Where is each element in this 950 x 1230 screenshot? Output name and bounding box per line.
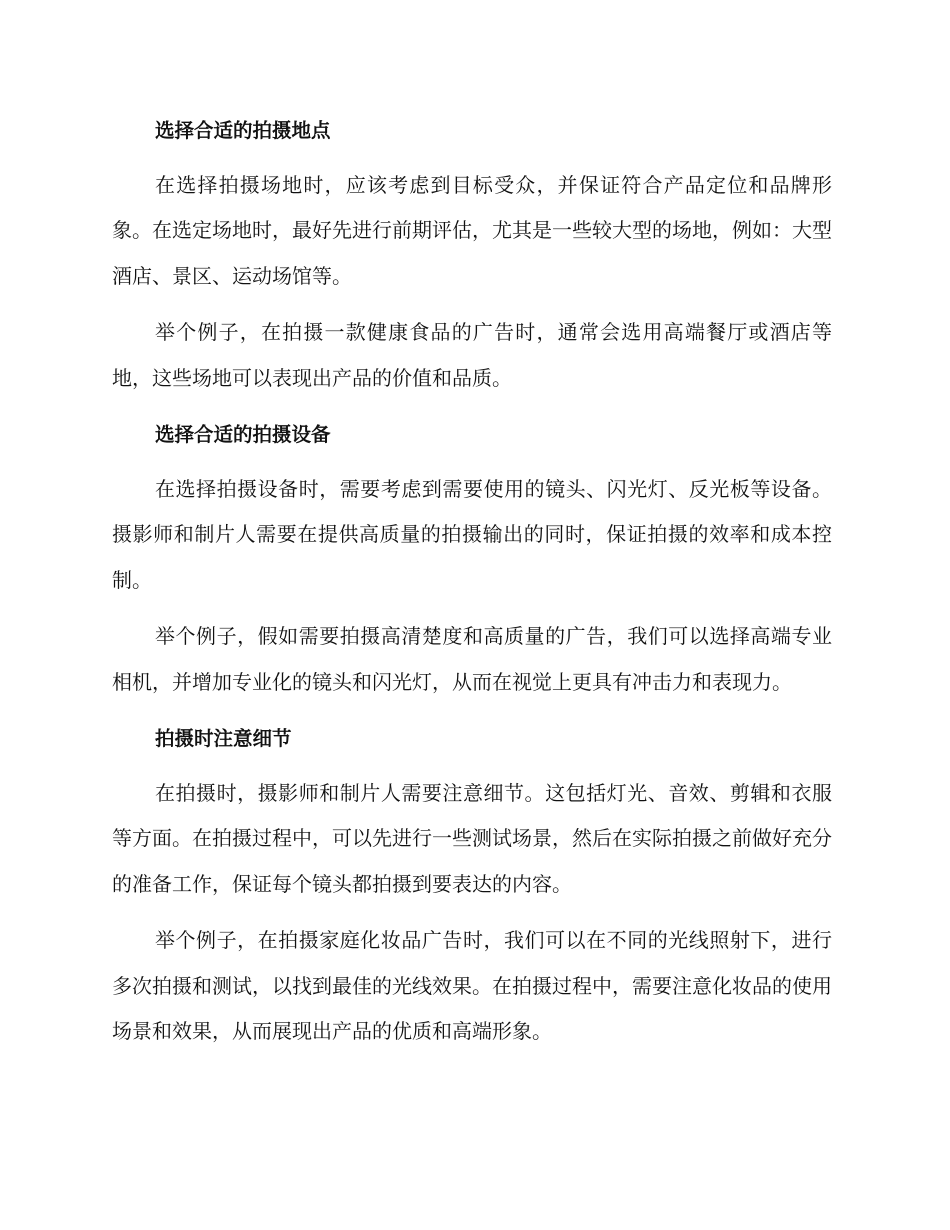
paragraph: 举个例子，在拍摄家庭化妆品广告时，我们可以在不同的光线照射下，进行多次拍摄和测试，以找到最佳的光线效果。在拍摄过程中，需要注意化妆品的使用场景和效果，从而展现出产品的优质和高端形象。 (112, 928, 832, 1043)
section-shooting-details (112, 716, 832, 1055)
paragraph: 在拍摄时，摄影师和制片人需要注意细节。这包括灯光、音效、剪辑和衣服等方面。在拍摄过程中，可以先进行一些测试场景，然后在实际拍摄之前做好充分的准备工作，保证每个镜头都拍摄到要表达的内容。 (112, 780, 832, 896)
section-heading: 拍摄时注意细节 (155, 727, 292, 750)
section-heading: 选择合适的拍摄设备 (155, 423, 331, 446)
section-heading: 选择合适的拍摄地点 (155, 119, 331, 142)
document-page (112, 108, 832, 1055)
paragraph: 举个例子，在拍摄一款健康食品的广告时，通常会选用高端餐厅或酒店等地，这些场地可以表现出产品的价值和品质。 (112, 320, 832, 390)
section-shooting-location (112, 108, 832, 401)
paragraph: 在选择拍摄设备时，需要考虑到需要使用的镜头、闪光灯、反光板等设备。摄影师和制片人需要在提供高质量的拍摄输出的同时，保证拍摄的效率和成本控制。 (112, 476, 832, 592)
paragraph: 举个例子，假如需要拍摄高清楚度和高质量的广告，我们可以选择高端专业相机，并增加专业化的镜头和闪光灯，从而在视觉上更具有冲击力和表现力。 (112, 624, 832, 694)
section-shooting-equipment (112, 412, 832, 705)
paragraph: 在选择拍摄场地时，应该考虑到目标受众，并保证符合产品定位和品牌形象。在选定场地时，最好先进行前期评估，尤其是一些较大型的场地，例如：大型酒店、景区、运动场馆等。 (112, 172, 832, 288)
